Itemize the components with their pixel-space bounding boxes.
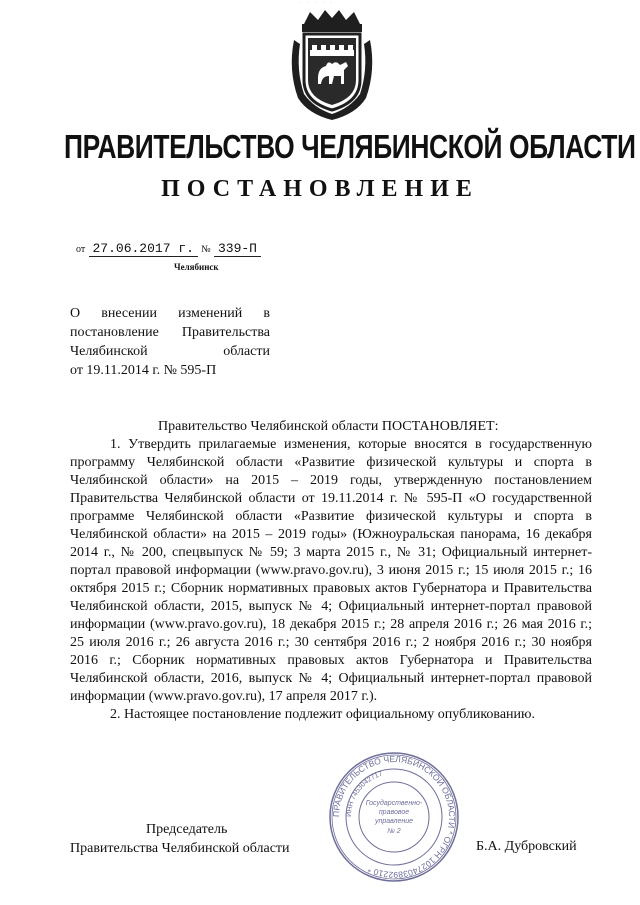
seal-outer-path: ПРАВИТЕЛЬСТВО ЧЕЛЯБИНСКОЙ ОБЛАСТИ * ОГРН 1027403892210 * xyxy=(330,753,458,881)
signatory-title xyxy=(70,820,290,858)
government-title: ПРАВИТЕЛЬСТВО ЧЕЛЯБИНСКОЙ ОБЛАСТИ xyxy=(64,128,636,165)
from-label: от xyxy=(76,244,86,255)
signatory-title-line: Председатель xyxy=(146,822,228,837)
city: Челябинск xyxy=(174,262,219,272)
chelyabinsk-coat-of-arms-icon xyxy=(288,10,376,122)
registration-line xyxy=(76,240,261,256)
signatory-name: Б.А. Дубровский xyxy=(476,839,577,854)
subject-line: Челябинской области xyxy=(70,344,270,359)
paragraph-2: 2. Настоящее постановление подлежит официальному опубликованию. xyxy=(110,707,535,722)
seal-inner-line: управление xyxy=(374,818,414,825)
subject-line: от 19.11.2014 г. № 595-П xyxy=(70,363,217,378)
subject-line: постановление Правительства xyxy=(70,325,270,340)
seal-inner-line: правовое xyxy=(378,809,410,816)
signatory-title-line: Правительства Челябинской области xyxy=(70,841,290,856)
document-number: 339-П xyxy=(214,241,261,257)
scan-noise: · · · · · xyxy=(300,0,334,6)
document-type: ПОСТАНОВЛЕНИЕ xyxy=(161,176,479,202)
number-label: № xyxy=(201,244,211,255)
resolution-heading: Правительство Челябинской области ПОСТАНОВЛЯЕТ: xyxy=(158,419,499,434)
subject-line: О внесении изменений в xyxy=(70,306,270,321)
subject-block xyxy=(70,304,270,380)
official-seal xyxy=(327,750,461,884)
seal-outer-text xyxy=(331,754,457,880)
paragraph-1: 1. Утвердить прилагаемые изменения, которые вносятся в государственную программу Челябинской области «Развитие физической культуры и спорта в Челябинской области» на 2015 – 2019 годы, утвержденную постановлением Правительства Челябинской области от 19.11.2014 г. № 595-П «О государственной программе Челябинской области «Развитие физической культуры и спорта в Челябинской области» на 2015 – 2019 годы» (Южноуральская панорама, 16 декабря 2014 г., № 200, спецвыпуск № 59; 3 марта 2015 г., № 31; Официальный интернет-портал правовой информации (www.pravo.gov.ru), 3 июня 2015 г.; 15 июля 2015 г.; 16 октября 2015 г.; Сборник нормативных правовых актов Губернатора и Правительства Челябинской области, 2015, выпуск № 4; Официальный интернет-портал правовой информации (www.pravo.gov.ru), 18 декабря 2015 г.; 28 апреля 2016 г.; 26 мая 2016 г.; 25 июля 2016 г.; 26 августа 2016 г.; 30 сентября 2016 г.; 2 ноября 2016 г.; 30 ноября 2016 г.; Сборник нормативных правовых актов Губернатора и Правительства Челябинской области, 2016, выпуск № 4; Официальный интернет-портал правовой информации (www.pravo.gov.ru), 17 апреля 2017 г.). xyxy=(70,437,592,704)
seal-inner-line: № 2 xyxy=(387,828,401,835)
seal-inner-line: Государственно- xyxy=(365,800,423,807)
resolution-body xyxy=(70,418,592,724)
seal-inner-path: ИНН 7453042717 xyxy=(345,770,384,818)
document-date: 27.06.2017 г. xyxy=(89,241,198,257)
